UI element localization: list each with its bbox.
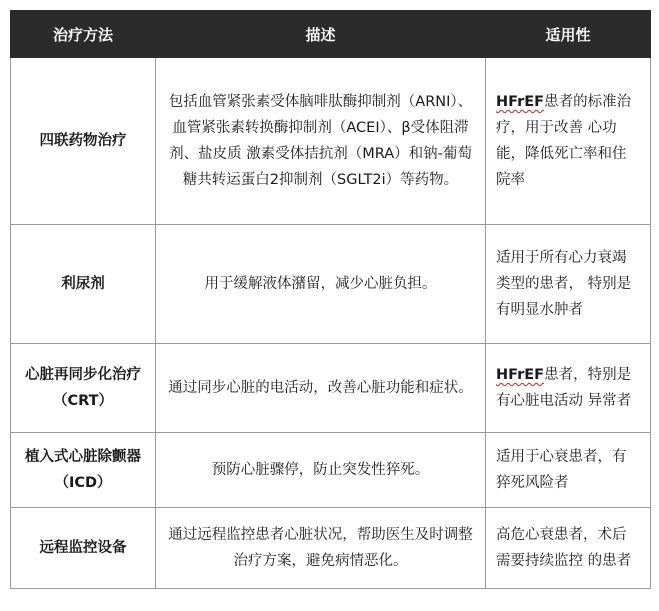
treatment-applicability [486,58,651,225]
treatment-description: 包括血管紧张素受体脑啡肽酶抑制剂（ARNI）、血管紧张素转换酶抑制剂（ACEI）、β受体阻滞剂、盐皮质 激素受体拮抗剂（MRA）和钠-葡萄糖共转运蛋白2抑制剂（SGLT2i）等药物。 [156,58,486,225]
treatment-description: 用于缓解液体潴留，减少心脏负担。 [156,225,486,344]
header-row [11,11,651,58]
header-description: 描述 [156,11,486,58]
table-row [11,344,651,433]
table-row [11,58,651,225]
table-row [11,508,651,589]
applicability-text: 患者，特别是有心脏电活动 异常者 [496,367,632,409]
table-row [11,225,651,344]
treatment-description: 预防心脏骤停，防止突发性猝死。 [156,433,486,508]
applicability-text: 适用于心衰患者，有猝死风险者 [496,449,627,491]
treatment-name: 植入式心脏除颤器（ICD） [11,433,156,508]
hfref-term: HFrEF [496,94,545,110]
applicability-text: 患者的标准治疗，用于改善 心功能，降低死亡率和住院率 [496,94,632,188]
treatment-applicability [486,433,651,508]
treatment-applicability [486,225,651,344]
header-applicability: 适用性 [486,11,651,58]
treatment-name: 远程监控设备 [11,508,156,589]
treatment-applicability [486,508,651,589]
treatment-applicability [486,344,651,433]
treatment-description: 通过同步心脏的电活动，改善心脏功能和症状。 [156,344,486,433]
treatment-description: 通过远程监控患者心脏状况，帮助医生及时调整治疗方案，避免病情恶化。 [156,508,486,589]
table-row [11,433,651,508]
treatment-name: 心脏再同步化治疗（CRT） [11,344,156,433]
applicability-text: 适用于所有心力衰竭类型的患者， 特别是有明显水肿者 [496,250,632,318]
treatment-table [10,10,651,589]
applicability-text: 高危心衰患者，术后需要持续监控 的患者 [496,527,632,569]
treatment-name: 利尿剂 [11,225,156,344]
header-method: 治疗方法 [11,11,156,58]
hfref-term: HFrEF [496,367,545,383]
treatment-name: 四联药物治疗 [11,58,156,225]
